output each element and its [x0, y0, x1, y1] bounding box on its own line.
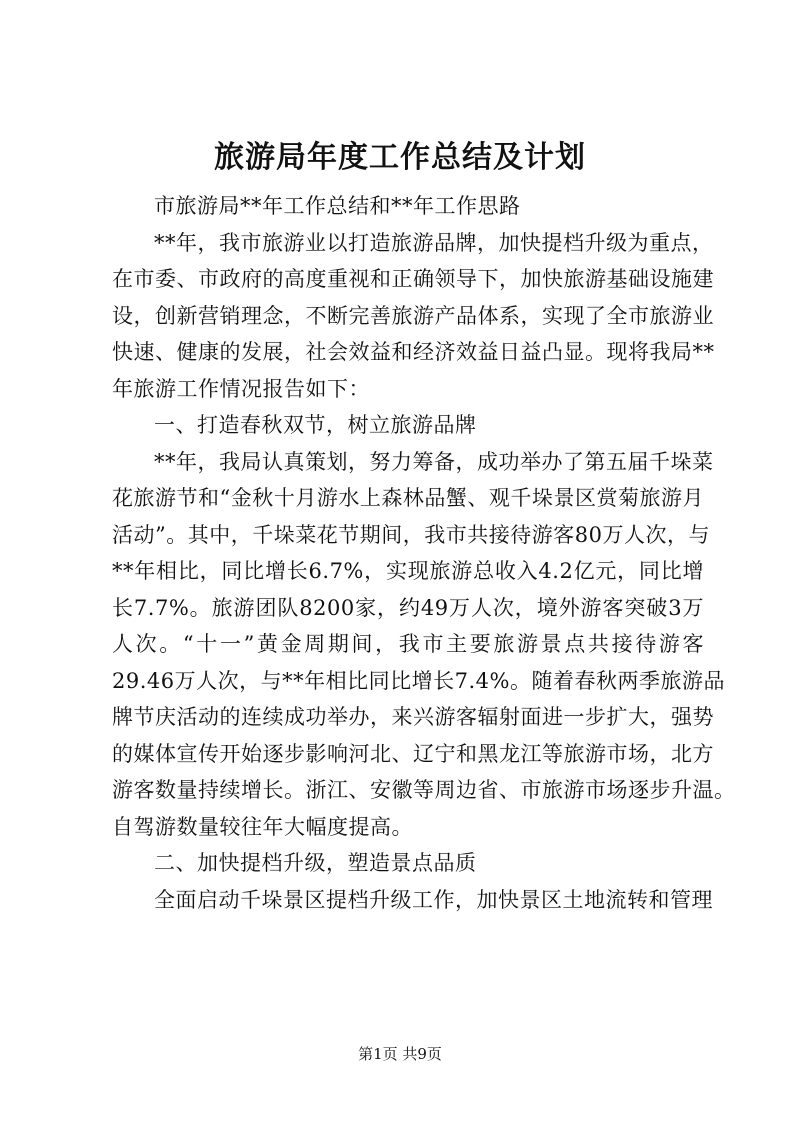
- paragraph-line: 设，创新营销理念，不断完善旅游产品体系，实现了全市旅游业: [112, 303, 714, 328]
- section-heading: 二、加快提档升级，塑造景点品质: [154, 851, 477, 875]
- paragraph-line: 人次。“十一”黄金周期间，我市主要旅游景点共接待游客: [112, 632, 704, 656]
- page-footer: 第1页 共9页: [358, 1045, 442, 1063]
- paragraph-line: **年相比，同比增长6.7%，实现旅游总收入4.2亿元，同比增: [112, 559, 704, 583]
- paragraph-line: 全面启动千垛景区提档升级工作，加快景区土地流转和管理: [154, 887, 713, 912]
- paragraph-line: 花旅游节和“金秋十月游水上森林品蟹、观千垛景区赏菊旅游月: [112, 486, 704, 510]
- paragraph-line: 年旅游工作情况报告如下：: [112, 376, 370, 401]
- paragraph-line: 牌节庆活动的连续成功举办，来兴游客辐射面进一步扩大，强势: [112, 705, 714, 729]
- paragraph-line: 自驾游数量较往年大幅度提高。: [112, 814, 413, 839]
- paragraph-line: 29.46万人次，与**年相比同比增长7.4%。随着春秋两季旅游品: [112, 668, 725, 693]
- paragraph-line: 活动”。其中，千垛菜花节期间，我市共接待游客80万人次，与: [112, 522, 710, 547]
- paragraph-line: 在市委、市政府的高度重视和正确领导下，加快旅游基础设施建: [112, 267, 714, 291]
- paragraph-line: **年，我市旅游业以打造旅游品牌，加快提档升级为重点，: [154, 230, 714, 255]
- paragraph-line: 游客数量持续增长。浙江、安徽等周边省、市旅游市场逐步升温。: [112, 778, 736, 802]
- subtitle-line: 市旅游局**年工作总结和**年工作思路: [154, 194, 521, 218]
- section-heading: 一、打造春秋双节，树立旅游品牌: [154, 413, 477, 437]
- paragraph-line: **年，我局认真策划，努力筹备，成功举办了第五届千垛菜: [154, 449, 714, 474]
- document-body: [112, 188, 736, 918]
- document-title: 旅游局年度工作总结及计划: [214, 140, 586, 175]
- paragraph-line: 长7.7%。旅游团队8200家，约49万人次，境外游客突破3万: [112, 595, 704, 620]
- paragraph-line: 快速、健康的发展，社会效益和经济效益日益凸显。现将我局**: [112, 340, 715, 364]
- paragraph-line: 的媒体宣传开始逐步影响河北、辽宁和黑龙江等旅游市场，北方: [112, 741, 714, 766]
